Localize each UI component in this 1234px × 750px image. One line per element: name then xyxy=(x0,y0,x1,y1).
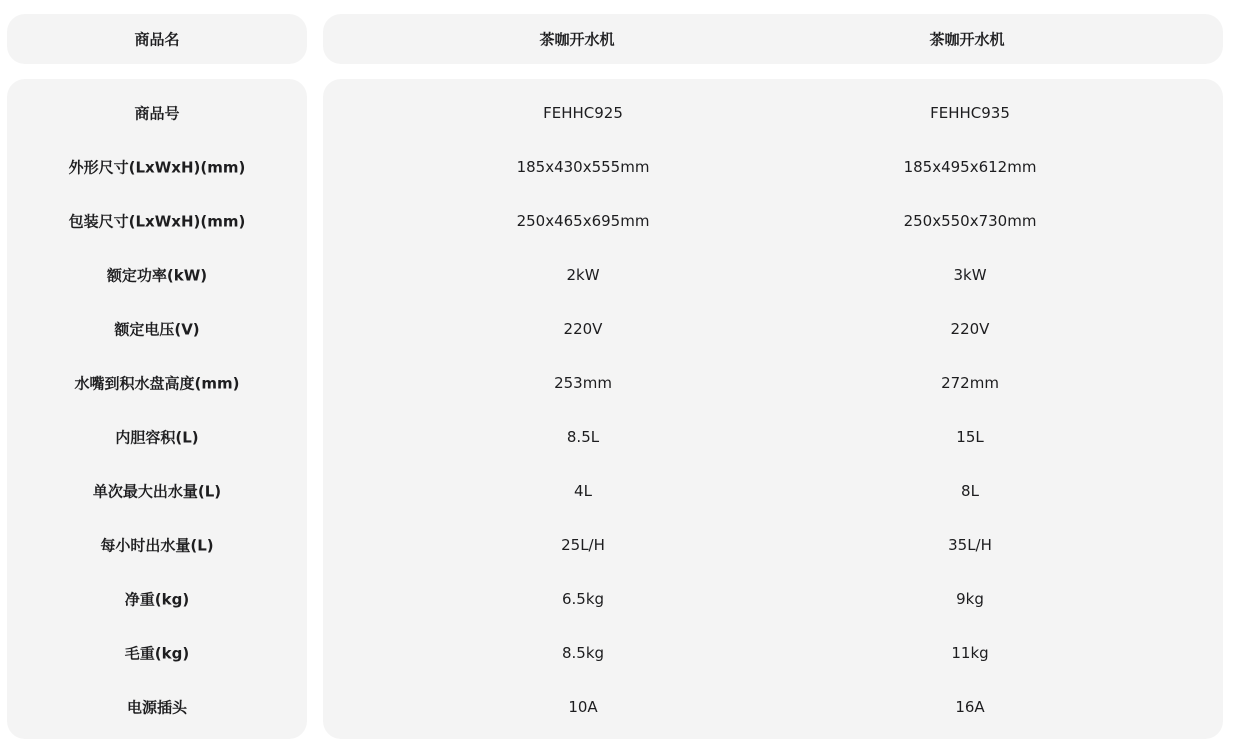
header-label-panel xyxy=(7,14,307,64)
product-name-1: 茶咖开水机 xyxy=(539,30,615,49)
spec-value-product-1: FEHHC925 xyxy=(543,104,623,122)
spec-value-product-1: 25L/H xyxy=(561,536,605,554)
spec-label: 额定功率(kW) xyxy=(106,266,208,285)
spec-value-product-2: 35L/H xyxy=(948,536,992,554)
spec-value-product-1: 8.5kg xyxy=(561,644,605,662)
spec-label: 电源插头 xyxy=(126,698,188,717)
spec-labels-panel xyxy=(7,79,307,739)
spec-value-product-2: 16A xyxy=(955,698,985,716)
header-products-panel xyxy=(323,14,1223,64)
spec-label: 每小时出水量(L) xyxy=(100,536,214,555)
spec-label: 毛重(kg) xyxy=(124,644,190,663)
spec-label: 额定电压(V) xyxy=(114,320,200,339)
spec-label: 外形尺寸(LxWxH)(mm) xyxy=(68,158,246,177)
spec-value-product-1: 250x465x695mm xyxy=(516,212,650,230)
spec-value-product-2: 272mm xyxy=(941,374,999,392)
spec-value-product-1: 6.5kg xyxy=(561,590,605,608)
spec-value-product-1: 220V xyxy=(563,320,603,338)
spec-label: 水嘴到积水盘高度(mm) xyxy=(74,374,240,393)
spec-values-panel xyxy=(323,79,1223,739)
spec-value-product-2: 3kW xyxy=(953,266,987,284)
spec-value-product-1: 2kW xyxy=(566,266,600,284)
spec-value-product-2: 8L xyxy=(961,482,979,500)
spec-label: 商品号 xyxy=(134,104,180,123)
spec-value-product-2: 9kg xyxy=(956,590,984,608)
spec-value-product-1: 185x430x555mm xyxy=(516,158,650,176)
spec-value-product-1: 8.5L xyxy=(566,428,600,446)
spec-label: 包装尺寸(LxWxH)(mm) xyxy=(68,212,246,231)
spec-value-product-1: 4L xyxy=(574,482,592,500)
spec-value-product-2: 220V xyxy=(950,320,990,338)
spec-value-product-2: 15L xyxy=(956,428,984,446)
spec-label: 单次最大出水量(L) xyxy=(92,482,222,501)
spec-value-product-1: 253mm xyxy=(554,374,612,392)
product-name-2: 茶咖开水机 xyxy=(929,30,1005,49)
spec-label: 内胆容积(L) xyxy=(115,428,199,447)
spec-value-product-1: 10A xyxy=(568,698,598,716)
spec-value-product-2: FEHHC935 xyxy=(930,104,1010,122)
header-label-col: 商品名 xyxy=(134,30,180,49)
spec-label: 净重(kg) xyxy=(124,590,190,609)
spec-value-product-2: 11kg xyxy=(951,644,989,662)
spec-value-product-2: 185x495x612mm xyxy=(903,158,1037,176)
spec-value-product-2: 250x550x730mm xyxy=(903,212,1037,230)
